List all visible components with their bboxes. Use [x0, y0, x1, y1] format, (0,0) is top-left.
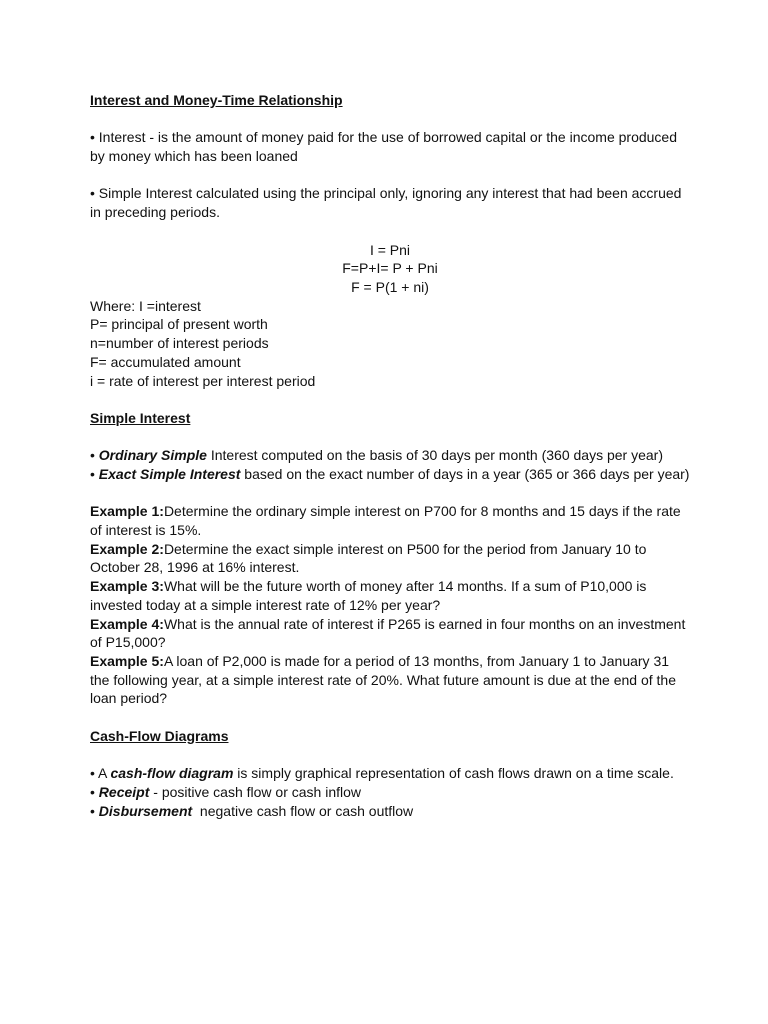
document-page	[90, 91, 690, 820]
example-2	[90, 540, 690, 577]
where-line: F= accumulated amount	[90, 353, 241, 370]
term-description: Interest computed on the basis of 30 days per month (360 days per year)	[206, 447, 663, 464]
example-text: Determine the exact simple interest on P500 for the period from January 10 to October 28, 1996 at 16% interest.	[90, 540, 647, 576]
section-heading-cash-flow: Cash-Flow Diagrams	[90, 727, 229, 744]
where-line: Where: I =interest	[90, 297, 201, 314]
bullet-cash-flow-diagram	[90, 764, 690, 783]
bullet-interest-definition: • Interest - is the amount of money paid for the use of borrowed capital or the income produced by money which has been loaned	[90, 129, 678, 165]
term-exact-simple: Exact Simple Interest	[98, 465, 241, 482]
example-3	[90, 577, 690, 614]
bullet-receipt	[90, 783, 690, 802]
bullet-prefix: •	[90, 783, 99, 800]
example-label: Example 1:	[90, 503, 164, 520]
section-heading-interest: Interest and Money-Time Relationship	[90, 92, 343, 108]
example-label: Example 3:	[90, 578, 164, 595]
example-text: What will be the future worth of money after 14 months. If a sum of P10,000 is invested today at a simple interest rate of 12% per year?	[90, 578, 647, 613]
term-receipt: Receipt	[98, 783, 150, 800]
formula-3: F = P(1 + ni)	[351, 278, 429, 295]
formula-1: I = Pni	[369, 241, 411, 258]
bullet-prefix: •	[90, 802, 99, 819]
example-1	[90, 502, 690, 539]
term-ordinary-simple: Ordinary Simple	[98, 447, 207, 464]
example-label: Example 2:	[90, 540, 164, 557]
example-text: Determine the ordinary simple interest on P700 for 8 months and 15 days if the rate of interest is 15%.	[90, 503, 681, 539]
term-cash-flow-diagram: cash-flow diagram	[110, 765, 234, 782]
term-description: negative cash flow or cash outflow	[192, 802, 414, 819]
example-4	[90, 615, 690, 652]
example-text: What is the annual rate of interest if P265 is earned in four months on an investment of P15,000?	[90, 615, 686, 651]
bullet-exact-simple	[90, 465, 690, 484]
bullet-disbursement	[90, 802, 690, 821]
term-description: based on the exact number of days in a year (365 or 366 days per year)	[240, 465, 690, 482]
term-disbursement: Disbursement	[98, 802, 193, 819]
bullet-simple-interest-definition: • Simple Interest calculated using the principal only, ignoring any interest that had been accrued in preceding periods.	[90, 185, 682, 221]
where-line: P= principal of present worth	[90, 316, 268, 333]
term-description: - positive cash flow or cash inflow	[149, 783, 362, 800]
example-label: Example 5:	[90, 653, 164, 669]
bullet-prefix: •	[90, 465, 99, 482]
example-label: Example 4:	[90, 615, 164, 632]
bullet-prefix: • A	[90, 765, 111, 782]
where-line: n=number of interest periods	[90, 335, 269, 352]
where-line: i = rate of interest per interest period	[90, 372, 316, 389]
bullet-prefix: •	[90, 447, 99, 464]
formula-2: F=P+I= P + Pni	[342, 260, 438, 277]
example-5	[90, 652, 690, 708]
section-heading-simple-interest: Simple Interest	[90, 409, 191, 426]
term-description: is simply graphical representation of cash flows drawn on a time scale.	[233, 765, 674, 782]
example-text: A loan of P2,000 is made for a period of 13 months, from January 1 to January 31 the following year, at a simple interest rate of 20%. What future amount is due at the end of the loan period?	[90, 653, 677, 707]
bullet-ordinary-simple	[90, 446, 690, 465]
